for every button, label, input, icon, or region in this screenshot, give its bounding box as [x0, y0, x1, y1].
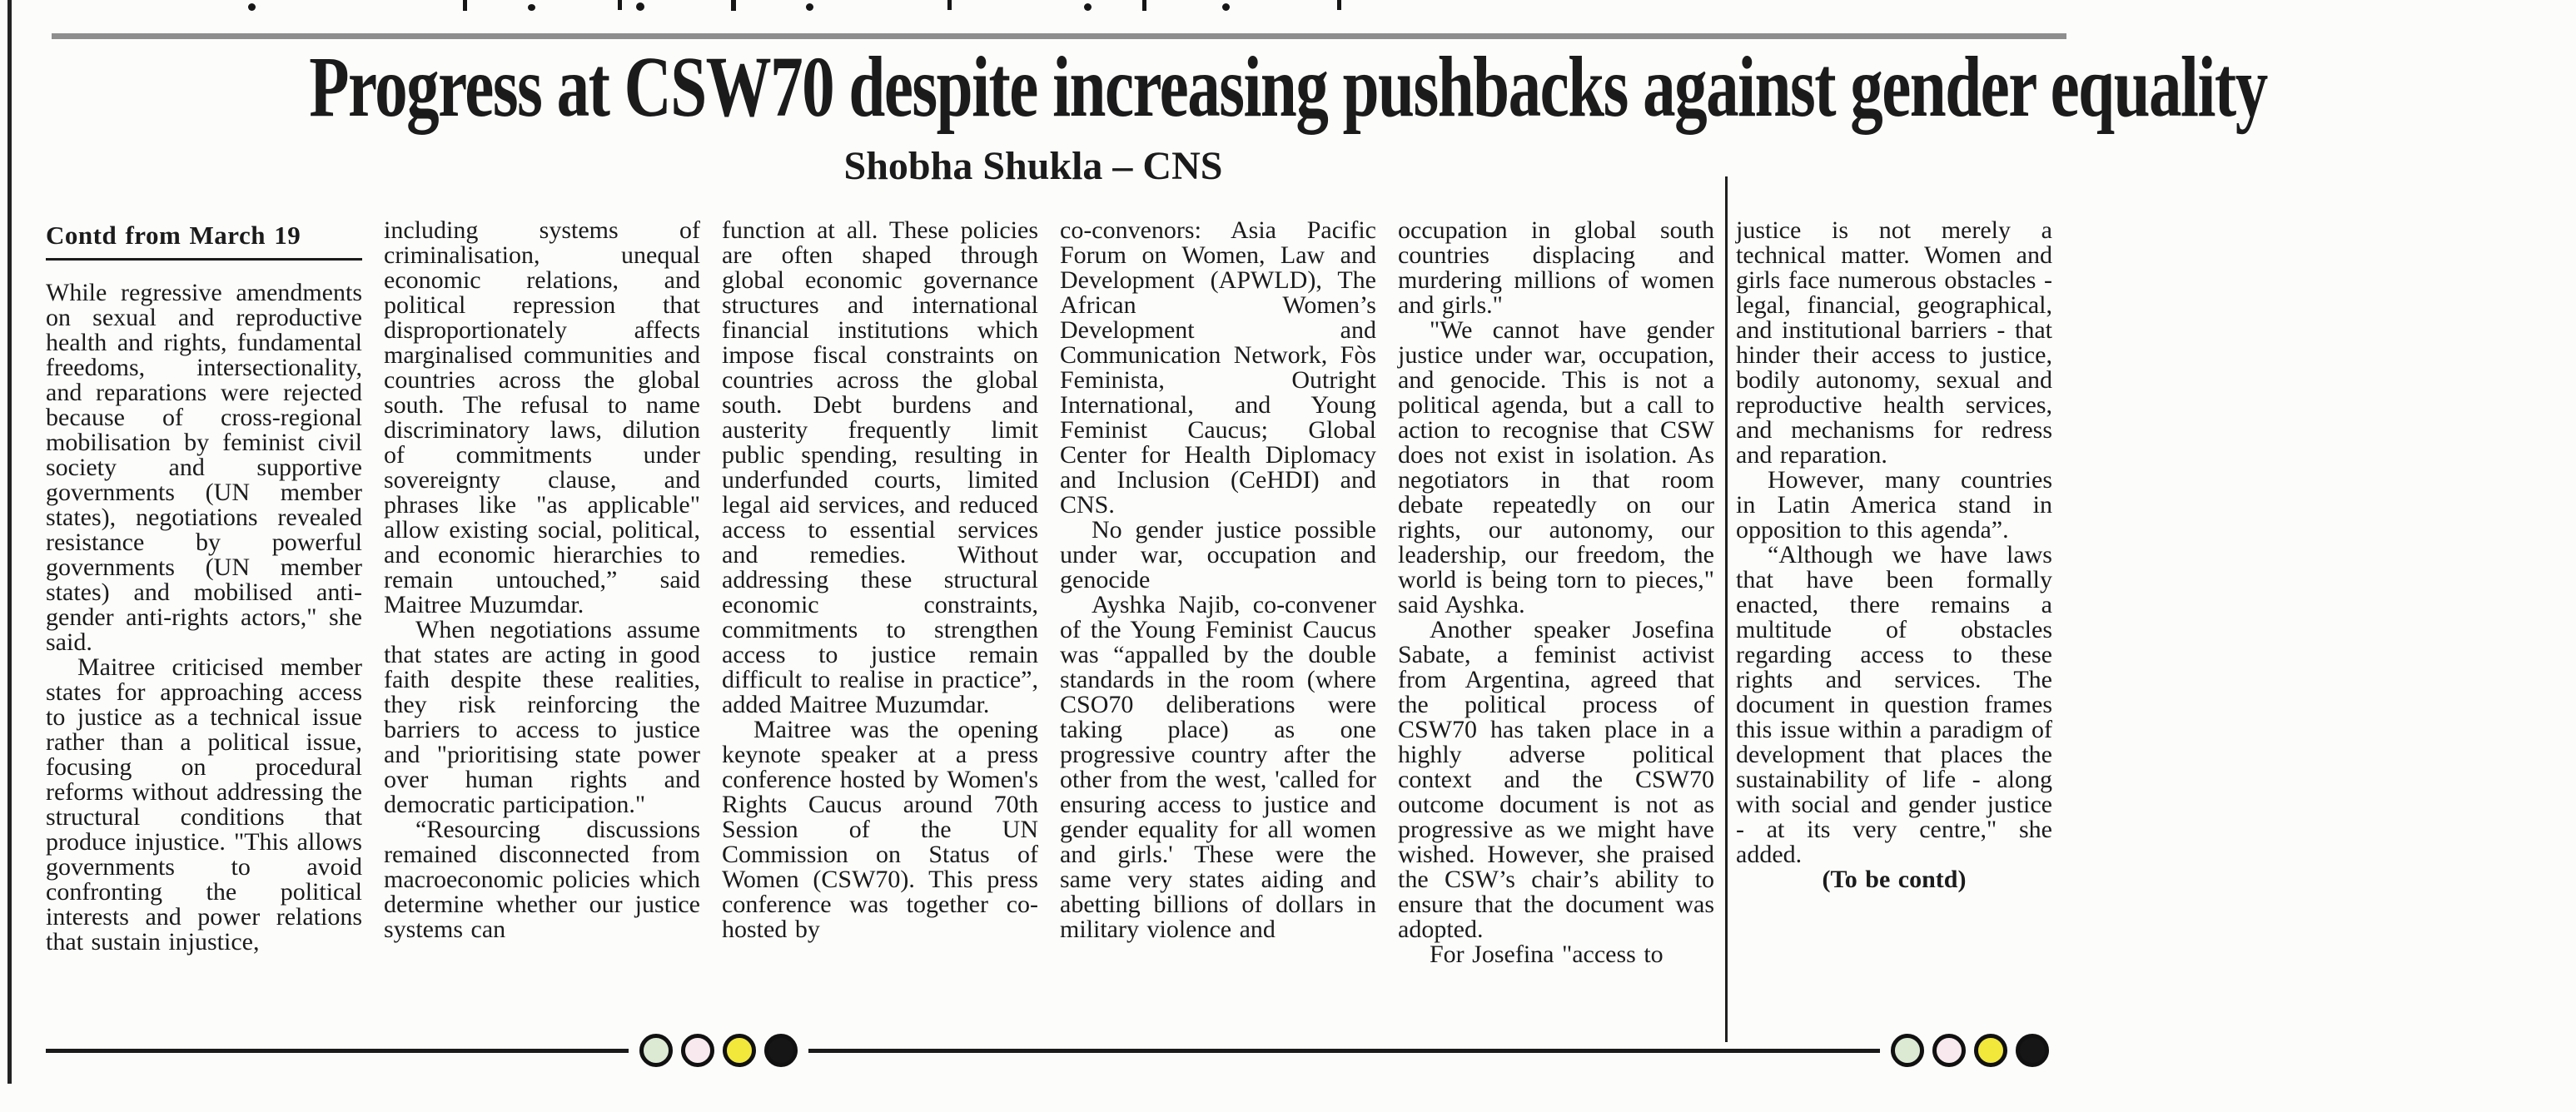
- paragraph: Another speaker Josefina Sabate, a feminist activist from Argentina, agreed that the political process of CSW70 has taken place in a highly adverse political context and the CSW70 outcome document is not as progressive as we might have wished. However, she praised the CSW’s chair’s ability to ensure that the document was adopted.: [1398, 616, 1714, 943]
- headline-text: Progress at CSW70 despite increasing pushbacks against gender equality: [309, 39, 2267, 135]
- paragraph: occupation in global south countries displacing and murdering millions of women and girls.": [1398, 216, 1714, 319]
- separator-dots-center: [629, 1034, 808, 1067]
- paragraph: Maitree was the opening keynote speaker at a press conference hosted by Women's Rights Caucus around 70th Session of the UN Commission on Status of Women (CSW70). This press conference was together co-hosted by: [722, 716, 1038, 943]
- column-divider-rule: [1725, 176, 1728, 1042]
- article-column-4: [1060, 218, 1376, 1034]
- paragraph: function at all. These policies are often shaped through global economic governance structures and international financial institutions which impose fiscal constraints on countries across the global south. Debt burdens and austerity frequently limit public spending, resulting in underfunded courts, limited legal aid services, and reduced access to essential services and remedies. Without addressing these structural economic constraints, commitments to strengthen access to justice remain difficult to realise in practice”, added Maitree Muzumdar.: [722, 216, 1038, 718]
- headline: [0, 39, 2267, 135]
- dot-yellow: [723, 1034, 756, 1067]
- paragraph: "We cannot have gender justice under war, occupation, and genocide. This is not a political agenda, but a call to action to recognise that CSW does not exist in isolation. As negotiators in that room debate repeatedly on our rights, our autonomy, our leadership, our freedom, the world is being torn to pieces," said Ayshka.: [1398, 316, 1714, 618]
- subheading-gender-justice: No gender justice possible under war, occupation and genocide: [1060, 516, 1376, 593]
- paragraph: While regressive amendments on sexual and reproductive health and rights, fundamental freedoms, intersectionality, and reparations were rejected because of cross-regional mobilisation by feminist civil society and supportive governments (UN member states), negotiations revealed resistance by powerful governments (UN member states) and mobilised anti-gender anti-rights actors," she said.: [46, 279, 362, 656]
- article-column-1: [46, 218, 362, 1034]
- paragraph: However, many countries in Latin America stand in opposition to this agenda”.: [1736, 466, 2052, 544]
- dot-black: [2016, 1034, 2049, 1067]
- paragraph: When negotiations assume that states are acting in good faith despite these realities, they risk reinforcing the barriers to access to justice and "prioritising state power over human rights and democratic participation.": [384, 616, 700, 818]
- dot-pink: [1932, 1034, 1966, 1067]
- paragraph: “Resourcing discussions remained disconnected from macroeconomic policies which determine whether our justice systems can: [384, 816, 700, 943]
- dot-green: [1891, 1034, 1924, 1067]
- to-be-contd-label: (To be contd): [1822, 866, 1967, 893]
- separator-line: [46, 1049, 629, 1053]
- article-column-5: [1398, 218, 1714, 1034]
- separator-dots-right: [1880, 1034, 2060, 1067]
- paragraph: co-convenors: Asia Pacific Forum on Women, Law and Development (APWLD), The African Women’s Development and Communication Network, Fòs Feminista, Outright International, and Young Feminist Caucus; Global Center for Health Diplomacy and Inclusion (CeHDI) and CNS.: [1060, 216, 1376, 519]
- dot-green: [639, 1034, 673, 1067]
- paragraph: For Josefina "access to: [1430, 941, 1663, 968]
- paragraph: “Although we have laws that have been formally enacted, there remains a multitude of obstacles regarding access to these rights and services. The document in question frames this issue within a paradigm of development that places the sustainability of life - along with social and gender justice - at its very centre," she added.: [1736, 541, 2052, 868]
- cropped-text-remnants: [0, 0, 2066, 12]
- byline: Shobha Shukla – CNS: [843, 144, 1223, 188]
- paragraph: Maitree criticised member states for approaching access to justice as a technical issue rather than a political issue, focusing on procedural reforms without addressing the structural conditions that produce injustice. "This allows governments to avoid confronting the political interests and power relations that sustain injustice,: [46, 653, 362, 956]
- article-column-3: [722, 218, 1038, 1034]
- paragraph: Ayshka Najib, co-convener of the Young Feminist Caucus was “appalled by the double standards in the room (where CSO70 deliberations were taking place) as one progressive country after the other from the west, 'called for ensuring access to justice and gender equality for all women and girls.' These were the same very states aiding and abetting billions of dollars in military violence and: [1060, 591, 1376, 943]
- contd-from-label: Contd from March 19: [46, 223, 362, 261]
- top-divider-rule: [52, 33, 2066, 39]
- article-columns: [46, 218, 2054, 1034]
- paragraph: including systems of criminalisation, unequal economic relations, and political repression that disproportionately affects marginalised communities and countries across the global south. The refusal to name discriminatory laws, dilution of commitments under sovereignty clause, and phrases like "as applicable" allow existing social, political, and economic hierarchies to remain untouched,” said Maitree Muzumdar.: [384, 216, 700, 618]
- separator-line: [808, 1049, 1880, 1053]
- dot-black: [764, 1034, 798, 1067]
- article-column-2: [384, 218, 700, 1034]
- bottom-separator: [46, 1032, 2060, 1069]
- article-column-6: [1736, 218, 2052, 1034]
- paragraph: justice is not merely a technical matter. Women and girls face numerous obstacles - legal, financial, geographical, and institutional barriers - that hinder their access to justice, bodily autonomy, sexual and reproductive health services, and mechanisms for redress and reparation.: [1736, 216, 2052, 469]
- dot-pink: [681, 1034, 714, 1067]
- dot-yellow: [1974, 1034, 2007, 1067]
